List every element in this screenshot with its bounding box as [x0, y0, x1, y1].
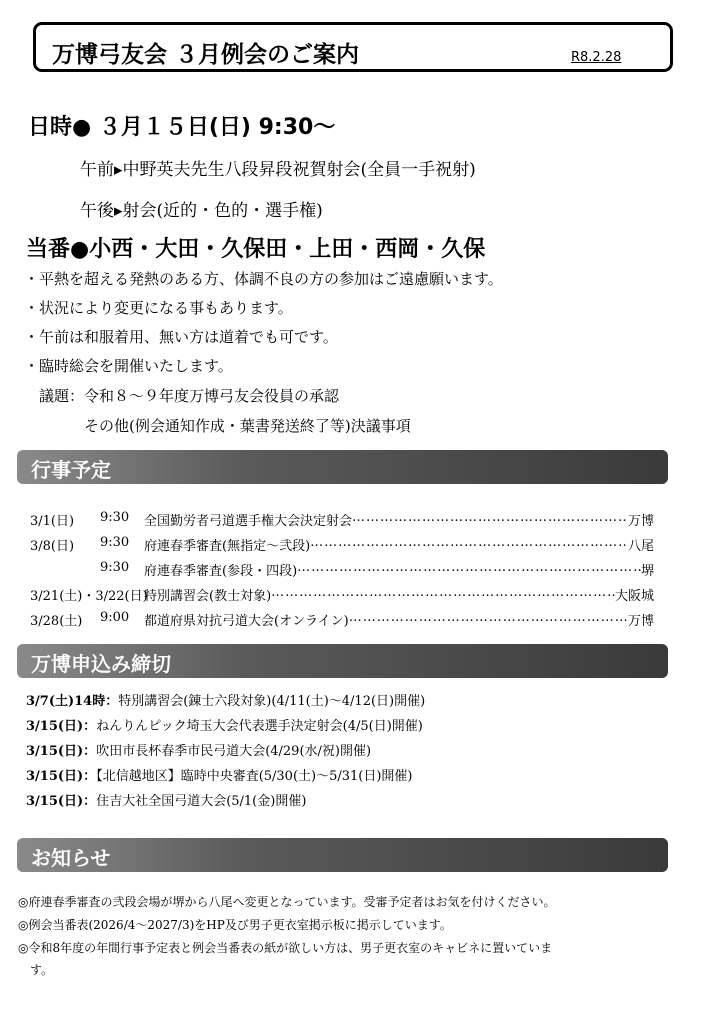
section-heading-deadlines: 万博申込み締切: [31, 652, 171, 676]
notice-line: ◎府連春季審査の弐段会場が堺から八尾へ変更となっています。受審予定者はお気を付けください。: [18, 895, 556, 909]
event-name: 都道府県対抗弓道大会(オンライン): [144, 614, 349, 629]
deadline-date: 3/15(日)：: [26, 719, 97, 734]
event-name: 府連春季審査(参段・四段): [144, 564, 298, 579]
deadline-date: 3/7(土)14時：: [26, 694, 119, 709]
event-date: 3/1(日): [30, 514, 75, 529]
dot-leader: [297, 560, 641, 579]
agenda-line: 議題：令和８～９年度万博弓友会役員の承認: [24, 387, 340, 405]
page-title: 万博弓友会 ３月例会のご案内: [52, 42, 360, 68]
note-line: ・状況により変更になる事もあります。: [24, 299, 293, 317]
note-line: ・臨時総会を開催いたします。: [24, 357, 233, 375]
agenda-line: その他(例会通知作成・葉書発送終了等)決議事項: [24, 417, 411, 435]
deadline-text: 住吉大社全国弓道大会(5/1(金)開催): [96, 794, 307, 809]
schedule-row: [30, 510, 654, 529]
deadline-date: 3/15(日)：: [26, 744, 97, 759]
event-time: 9:00: [100, 610, 130, 625]
schedule-row: [30, 535, 654, 554]
section-heading-schedule: 行事予定: [31, 458, 111, 482]
deadline-row: [26, 690, 425, 709]
event-name: 府連春季審査(無指定～弐段): [144, 539, 311, 554]
deadline-text: 特別講習会(錬士六段対象)(4/11(土)～4/12(日)開催): [118, 694, 426, 709]
dot-leader: [349, 610, 628, 629]
event-place: 大阪城: [614, 589, 654, 604]
dot-leader: [310, 535, 628, 554]
notice-line: ◎例会当番表(2026/4～2027/3)をHP及び男子更衣室掲示板に掲示しています。: [18, 918, 452, 932]
deadline-row: [26, 790, 306, 809]
event-date: 3/8(日): [30, 539, 75, 554]
deadline-text: 吹田市長杯春季市民弓道大会(4/29(水/祝)開催): [96, 744, 372, 759]
event-time: 9:30: [100, 560, 130, 575]
section-heading-notices: お知らせ: [31, 846, 111, 870]
schedule-row: [30, 560, 654, 579]
event-place: 万博: [627, 614, 654, 629]
duty-members: 当番●小西・大田・久保田・上田・西岡・久保: [26, 237, 486, 262]
deadline-date: 3/15(日)：: [26, 769, 97, 784]
deadline-date: 3/15(日)：: [26, 794, 97, 809]
morning-program: 午前▸中野英夫先生八段昇段祝賀射会(全員一手祝射): [80, 160, 476, 180]
event-place: 万博: [627, 514, 654, 529]
schedule-row: [30, 585, 654, 604]
afternoon-program: 午後▸射会(近的・色的・選手権): [80, 201, 323, 221]
notice-line: ◎令和8年度の年間行事予定表と例会当番表の紙が欲しい方は、男子更衣室のキャビネに置いていま: [18, 941, 553, 955]
section-bar-schedule: [17, 450, 668, 484]
event-name: 全国勤労者弓道選手権大会決定射会: [144, 514, 353, 529]
note-line: ・平熱を超える発熱のある方、体調不良の方の参加はご遠慮願います。: [24, 270, 503, 288]
note-line: ・午前は和服着用、無い方は道着でも可です。: [24, 328, 338, 346]
event-date: [30, 560, 100, 579]
event-place: 八尾: [627, 539, 654, 554]
deadline-row: [26, 715, 423, 734]
event-time: 9:30: [100, 510, 130, 525]
section-bar-deadlines: [17, 644, 668, 678]
deadline-text: ねんりんピック埼玉大会代表選手決定射会(4/5(日)開催): [96, 719, 423, 734]
event-place: 堺: [640, 564, 654, 579]
dot-leader: [352, 510, 628, 529]
deadline-row: [26, 740, 371, 759]
deadline-row: [26, 765, 413, 784]
dot-leader: [271, 585, 615, 604]
notice-line: す。: [18, 963, 54, 977]
event-date: 3/28(土): [30, 614, 83, 629]
issue-date: R8.2.28: [571, 50, 622, 65]
event-date: 3/21(土)・3/22(日): [30, 589, 148, 604]
deadline-text: 【北信越地区】臨時中央審査(5/30(土)～5/31(日)開催): [96, 769, 413, 784]
meeting-datetime: 日時● ３月１５日(日) 9:30～: [28, 115, 336, 140]
event-time: 9:30: [100, 535, 130, 550]
section-bar-notices: [17, 838, 668, 872]
schedule-row: [30, 610, 654, 629]
event-name: 特別講習会(教士対象): [144, 589, 272, 604]
